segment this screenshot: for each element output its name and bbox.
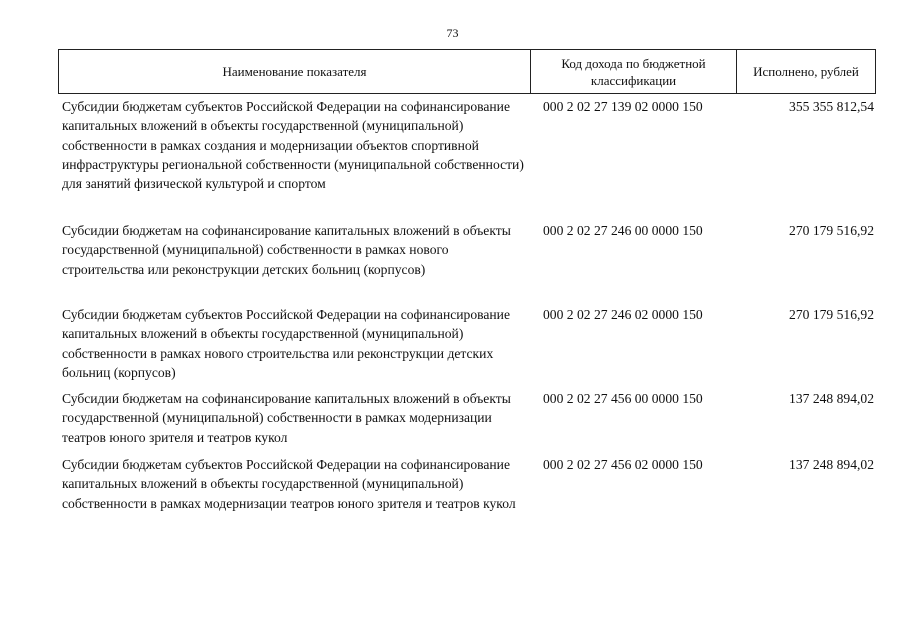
- row-name: Субсидии бюджетам субъектов Российской Федерации на софинансирование капитальных вложений в объекты государственной (муниципальной) собственности в рамках создания и модернизации объектов спортивной инфраструктуры региональной собственности (муниципальной собственности) для занятий физической культурой и спортом: [62, 99, 524, 192]
- header-amount: Исполнено, рублей: [753, 64, 859, 79]
- row-code: 000 2 02 27 139 02 0000 150: [543, 99, 703, 114]
- row-name: Субсидии бюджетам субъектов Российской Федерации на софинансирование капитальных вложений в объекты государственной (муниципальной) собственности в рамках модернизации театров юного зрителя и театров кукол: [62, 457, 516, 511]
- row-name: Субсидии бюджетам субъектов Российской Федерации на софинансирование капитальных вложений в объекты государственной (муниципальной) собственности в рамках нового строительства или реконструкции детских больниц (корпусов): [62, 307, 510, 380]
- row-amount: 270 179 516,92: [789, 307, 874, 322]
- row-code: 000 2 02 27 246 02 0000 150: [543, 307, 703, 322]
- row-code: 000 2 02 27 246 00 0000 150: [543, 223, 703, 238]
- row-code: 000 2 02 27 456 02 0000 150: [543, 457, 703, 472]
- row-name: Субсидии бюджетам на софинансирование капитальных вложений в объекты государственной (муниципальной) собственности в рамках нового строительства или реконструкции детских больниц (корпусов): [62, 223, 511, 277]
- row-name: Субсидии бюджетам на софинансирование капитальных вложений в объекты государственной (муниципальной) собственности в рамках модернизации театров юного зрителя и театров кукол: [62, 391, 511, 445]
- table-header: [58, 49, 876, 94]
- header-code: Код дохода по бюджетной классификации: [531, 50, 737, 93]
- page-number: 73: [446, 26, 459, 40]
- row-amount: 355 355 812,54: [789, 99, 874, 114]
- row-amount: 270 179 516,92: [789, 223, 874, 238]
- row-amount: 137 248 894,02: [789, 391, 874, 406]
- row-amount: 137 248 894,02: [789, 457, 874, 472]
- row-code: 000 2 02 27 456 00 0000 150: [543, 391, 703, 406]
- header-name: Наименование показателя: [59, 50, 531, 93]
